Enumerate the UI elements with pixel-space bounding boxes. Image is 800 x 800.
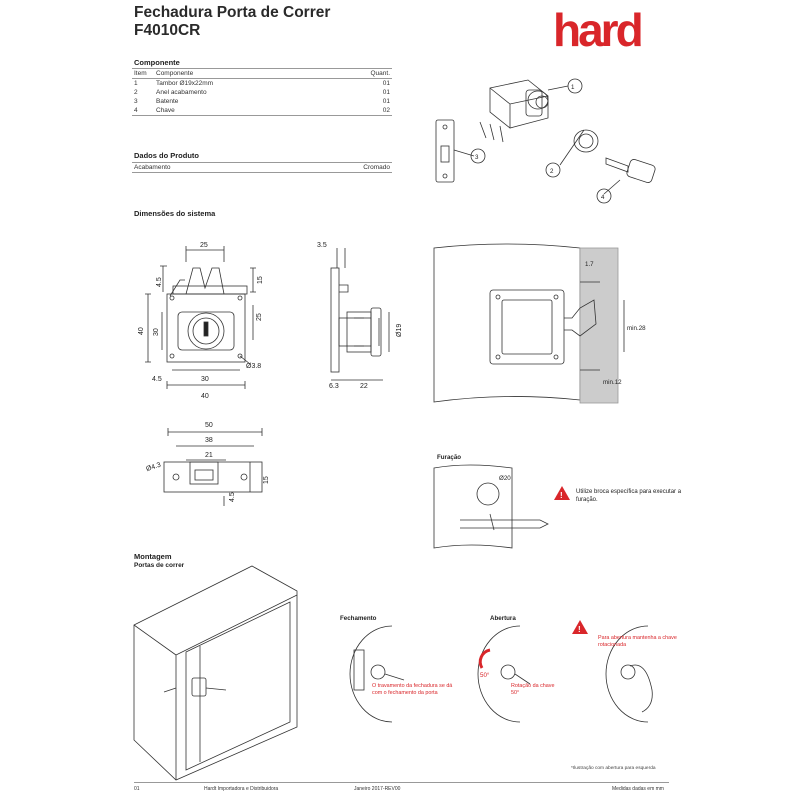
ring-illustration xyxy=(574,130,598,152)
front-view-drawing xyxy=(145,246,256,389)
title-line-2: F4010CR xyxy=(134,22,201,39)
cell: 4 xyxy=(132,106,154,116)
dim-front-right-upper: 15 xyxy=(257,276,264,284)
dim-front-top: 25 xyxy=(200,242,208,249)
strike-plate-illustration xyxy=(436,120,454,182)
cell: Acabamento xyxy=(132,163,280,173)
cell: Tambor Ø19x22mm xyxy=(156,80,214,87)
strike-plate-drawing xyxy=(164,428,262,506)
assembly-subheading: Portas de correr xyxy=(134,562,185,569)
footer-company: Hardt Importadora e Distribuidora xyxy=(204,786,279,792)
footer-revision: Janeiro 2017-REV00 xyxy=(354,786,401,792)
dim-side-diameter: Ø19 xyxy=(396,323,403,337)
svg-text:!: ! xyxy=(578,625,581,634)
cell: 3 xyxy=(134,98,138,105)
dim-strike-w3: 21 xyxy=(205,452,213,459)
footer-divider xyxy=(134,782,669,783)
dim-front-bottom-left: 4.5 xyxy=(152,376,162,383)
cell: 1 xyxy=(134,80,138,87)
cell: 01 xyxy=(382,80,390,87)
drilling-heading: Furação xyxy=(437,454,462,461)
dim-front-left-upper: 4.5 xyxy=(156,277,163,287)
callout-2: 2 xyxy=(550,168,554,175)
dim-strike-w2: 38 xyxy=(205,437,213,444)
assembly-heading: Montagem xyxy=(134,552,172,561)
callout-3: 3 xyxy=(475,154,479,161)
cell: Anel acabamento xyxy=(156,89,207,96)
dim-strike-w1: 50 xyxy=(205,422,213,429)
callout-4: 4 xyxy=(601,194,605,201)
opening-angle: 50° xyxy=(480,672,490,679)
drilling-warning: Utilize broca específica para executar a furação. xyxy=(576,489,682,503)
cell: 01 xyxy=(382,89,390,96)
cell: Cromado xyxy=(280,163,392,173)
install-drawing xyxy=(434,244,624,403)
footer-page: 01 xyxy=(134,786,140,792)
col-qty: Quant. xyxy=(326,69,392,79)
cell: 02 xyxy=(326,106,392,116)
cell: 01 xyxy=(382,98,390,105)
callout-1: 1 xyxy=(571,84,575,91)
side-view-drawing xyxy=(331,248,389,380)
key-illustration xyxy=(606,158,656,184)
title-line-1: Fechadura Porta de Correr xyxy=(134,4,331,21)
footer-units: Medidas dadas em mm xyxy=(612,786,664,792)
drilling-drawing xyxy=(434,465,548,548)
col-component: Componente xyxy=(154,69,326,79)
dim-install-b: min.28 xyxy=(627,325,646,332)
closing-title: Fechamento xyxy=(340,615,377,622)
product-heading: Dados do Produto xyxy=(134,151,199,160)
brand-logo: hard xyxy=(553,4,641,56)
cabinet-drawing xyxy=(134,566,297,780)
dim-front-left-total: 40 xyxy=(138,327,145,335)
svg-text:!: ! xyxy=(560,491,563,500)
components-heading: Componente xyxy=(134,58,180,67)
illustration-note: *Ilustração com abertura para esquerda xyxy=(571,766,656,771)
cell: Chave xyxy=(154,106,326,116)
closing-note: O travamento da fechadura se dá com o fechamento da porta xyxy=(372,683,453,696)
dim-front-left-inner: 30 xyxy=(153,328,160,336)
dim-strike-h: 15 xyxy=(263,476,270,484)
dim-front-bottom-inner: 30 xyxy=(201,376,209,383)
dim-strike-v: 4.5 xyxy=(229,492,236,502)
rotation-arrow-icon xyxy=(480,650,490,668)
col-item: Item xyxy=(132,69,154,79)
lock-body-illustration xyxy=(480,80,548,142)
opening-title: Abertura xyxy=(490,615,516,622)
dimension-labels xyxy=(138,84,646,679)
dim-install-a: 1.7 xyxy=(585,261,594,268)
cell: Batente xyxy=(156,98,179,105)
opening-note: Rotação da chave 50° xyxy=(511,683,555,696)
dim-front-hole: Ø3.8 xyxy=(246,363,262,370)
dim-front-right-inner: 25 xyxy=(256,313,263,321)
closing-detail xyxy=(350,626,404,722)
cell: 2 xyxy=(134,89,138,96)
dim-install-c: min.12 xyxy=(603,379,622,386)
dimensions-heading: Dimensões do sistema xyxy=(134,209,216,218)
dim-side-bottom-left: 6.3 xyxy=(329,383,339,390)
dim-strike-hole: Ø4.3 xyxy=(145,461,162,474)
dim-side-bottom-right: 22 xyxy=(360,383,368,390)
dim-front-bottom-total: 40 xyxy=(201,393,209,400)
keep-note: Para abertura mantenha a chave rotacionada xyxy=(598,635,677,648)
dim-side-top: 3.5 xyxy=(317,242,327,249)
drilling-diameter: Ø20 xyxy=(499,475,511,482)
